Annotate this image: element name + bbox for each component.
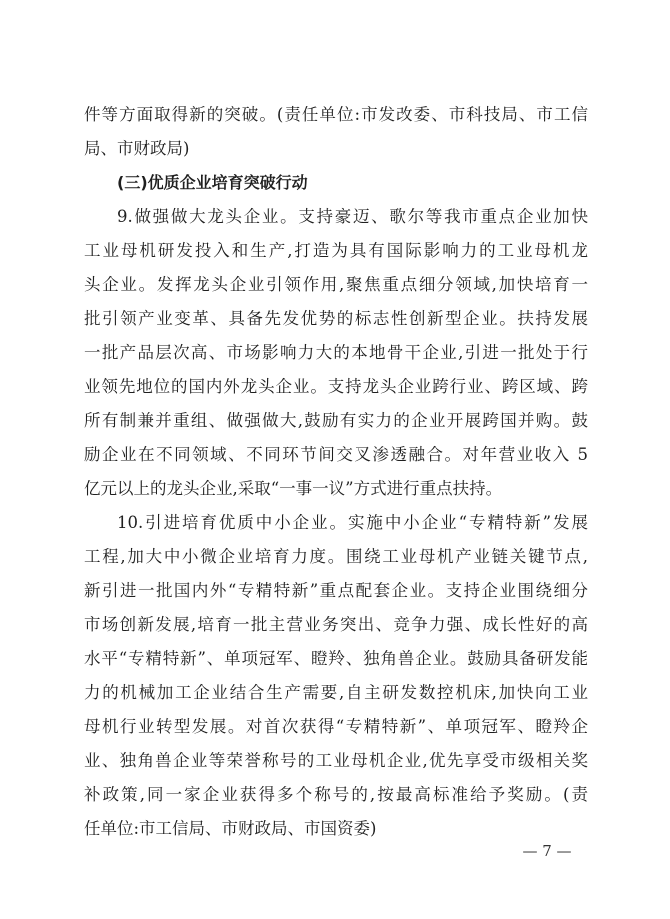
text-line: 业、独角兽企业等荣誉称号的工业母机企业,优先享受市级相关奖 bbox=[84, 751, 588, 770]
text-line: 工业母机研发投入和生产,打造为具有国际影响力的工业母机龙 bbox=[84, 241, 588, 260]
text-line: 市场创新发展,培育一批主营业务突出、竞争力强、成长性好的高 bbox=[84, 615, 588, 634]
text-line: 业领先地位的国内外龙头企业。支持龙头企业跨行业、跨区域、跨 bbox=[84, 377, 588, 396]
text-line: 9.做强做大龙头企业。支持豪迈、歌尔等我市重点企业加快 bbox=[117, 207, 588, 226]
section-heading: (三)优质企业培育突破行动 bbox=[117, 173, 308, 192]
page-number: — 7 — bbox=[522, 842, 572, 860]
text-line: 励企业在不同领域、不同环节间交叉渗透融合。对年营业收入 5 bbox=[84, 445, 588, 464]
body-text bbox=[84, 98, 588, 846]
text-line: 局、市财政局) bbox=[84, 139, 190, 158]
text-line: 母机行业转型发展。对首次获得“专精特新”、单项冠军、瞪羚企 bbox=[84, 717, 588, 736]
text-line: 新引进一批国内外“专精特新”重点配套企业。支持企业围绕细分 bbox=[84, 581, 588, 600]
text-line: 力的机械加工企业结合生产需要,自主研发数控机床,加快向工业 bbox=[84, 683, 588, 702]
text-line: 件等方面取得新的突破。(责任单位:市发改委、市科技局、市工信 bbox=[84, 105, 588, 124]
text-line: 批引领产业变革、具备先发优势的标志性创新型企业。扶持发展 bbox=[84, 309, 588, 328]
text-line: 亿元以上的龙头企业,采取“一事一议”方式进行重点扶持。 bbox=[84, 479, 503, 498]
text-line: 任单位:市工信局、市财政局、市国资委) bbox=[84, 819, 377, 838]
text-line: 头企业。发挥龙头企业引领作用,聚焦重点细分领域,加快培育一 bbox=[84, 275, 588, 294]
text-line: 补政策,同一家企业获得多个称号的,按最高标准给予奖励。(责 bbox=[84, 785, 588, 804]
text-line: 10.引进培育优质中小企业。实施中小企业“专精特新”发展 bbox=[117, 513, 588, 532]
text-line: 工程,加大中小微企业培育力度。围绕工业母机产业链关键节点, bbox=[84, 547, 588, 566]
text-line: 一批产品层次高、市场影响力大的本地骨干企业,引进一批处于行 bbox=[84, 343, 588, 362]
text-line: 所有制兼并重组、做强做大,鼓励有实力的企业开展跨国并购。鼓 bbox=[84, 411, 588, 430]
text-line: 水平“专精特新”、单项冠军、瞪羚、独角兽企业。鼓励具备研发能 bbox=[84, 649, 588, 668]
